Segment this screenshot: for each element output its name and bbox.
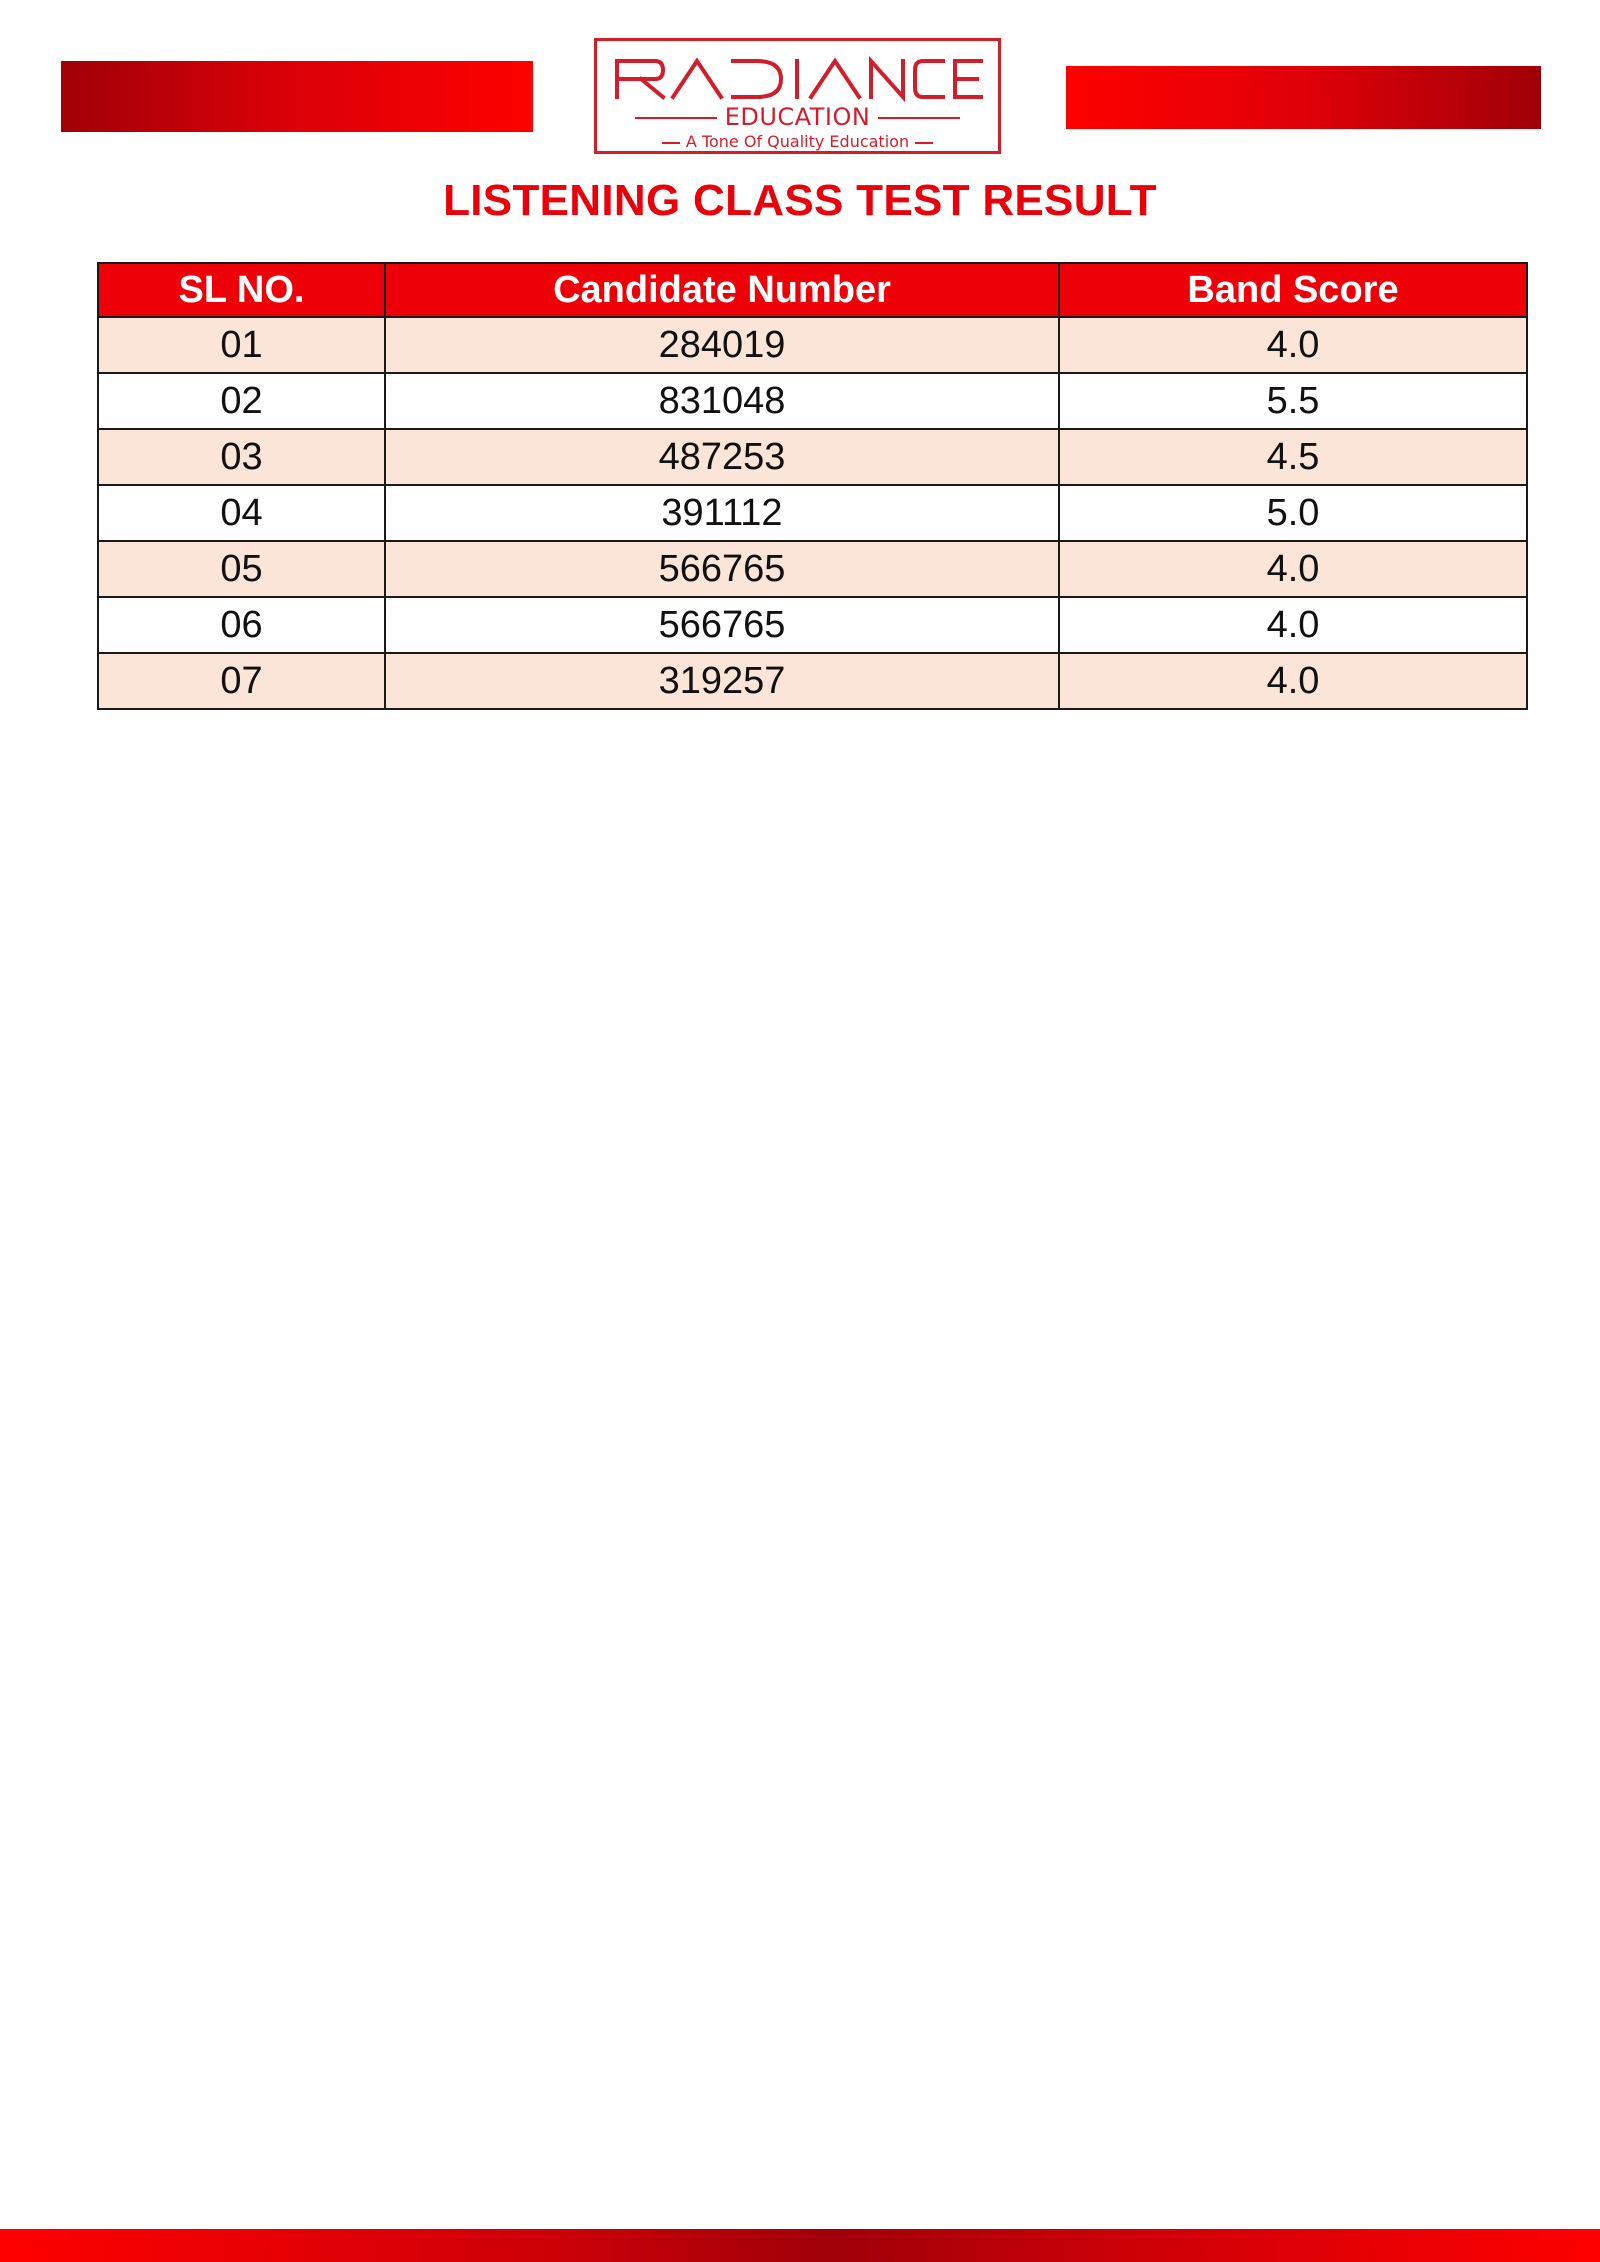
table-row (98, 373, 1527, 429)
header-sl-no: SL NO. (98, 263, 385, 317)
table-header-row (98, 263, 1527, 317)
cell-sl-no: 01 (98, 317, 385, 373)
table-row (98, 653, 1527, 709)
cell-candidate-number: 831048 (385, 373, 1059, 429)
table-row (98, 597, 1527, 653)
header-decor-bar-right (1066, 66, 1541, 129)
table-row (98, 317, 1527, 373)
cell-band-score: 4.0 (1059, 653, 1527, 709)
cell-band-score: 4.0 (1059, 597, 1527, 653)
results-table (97, 262, 1528, 710)
cell-candidate-number: 319257 (385, 653, 1059, 709)
cell-sl-no: 05 (98, 541, 385, 597)
cell-band-score: 4.0 (1059, 541, 1527, 597)
logo-rule-left (635, 117, 717, 119)
logo-tag-rule-left (662, 142, 680, 144)
header-band-score: Band Score (1059, 263, 1527, 317)
table-row (98, 485, 1527, 541)
cell-band-score: 5.0 (1059, 485, 1527, 541)
cell-candidate-number: 566765 (385, 597, 1059, 653)
logo-tagline-text: A Tone Of Quality Education (685, 132, 910, 151)
logo-tag-rule-right (915, 142, 933, 144)
cell-sl-no: 04 (98, 485, 385, 541)
cell-candidate-number: 566765 (385, 541, 1059, 597)
cell-sl-no: 03 (98, 429, 385, 485)
page-title: LISTENING CLASS TEST RESULT (443, 176, 1157, 225)
cell-candidate-number: 487253 (385, 429, 1059, 485)
table-row (98, 429, 1527, 485)
header-candidate-number: Candidate Number (385, 263, 1059, 317)
header-decor-bar-left (61, 61, 533, 132)
logo-rule-right (878, 117, 960, 119)
footer-decor-bar (0, 2229, 1600, 2262)
logo-subtitle (597, 103, 998, 131)
table-row (98, 541, 1527, 597)
cell-sl-no: 02 (98, 373, 385, 429)
cell-candidate-number: 284019 (385, 317, 1059, 373)
cell-sl-no: 06 (98, 597, 385, 653)
cell-candidate-number: 391112 (385, 485, 1059, 541)
cell-band-score: 5.5 (1059, 373, 1527, 429)
cell-sl-no: 07 (98, 653, 385, 709)
cell-band-score: 4.5 (1059, 429, 1527, 485)
logo-tagline (597, 133, 998, 151)
logo-subtitle-text: EDUCATION (724, 103, 871, 131)
logo (594, 38, 1001, 154)
cell-band-score: 4.0 (1059, 317, 1527, 373)
